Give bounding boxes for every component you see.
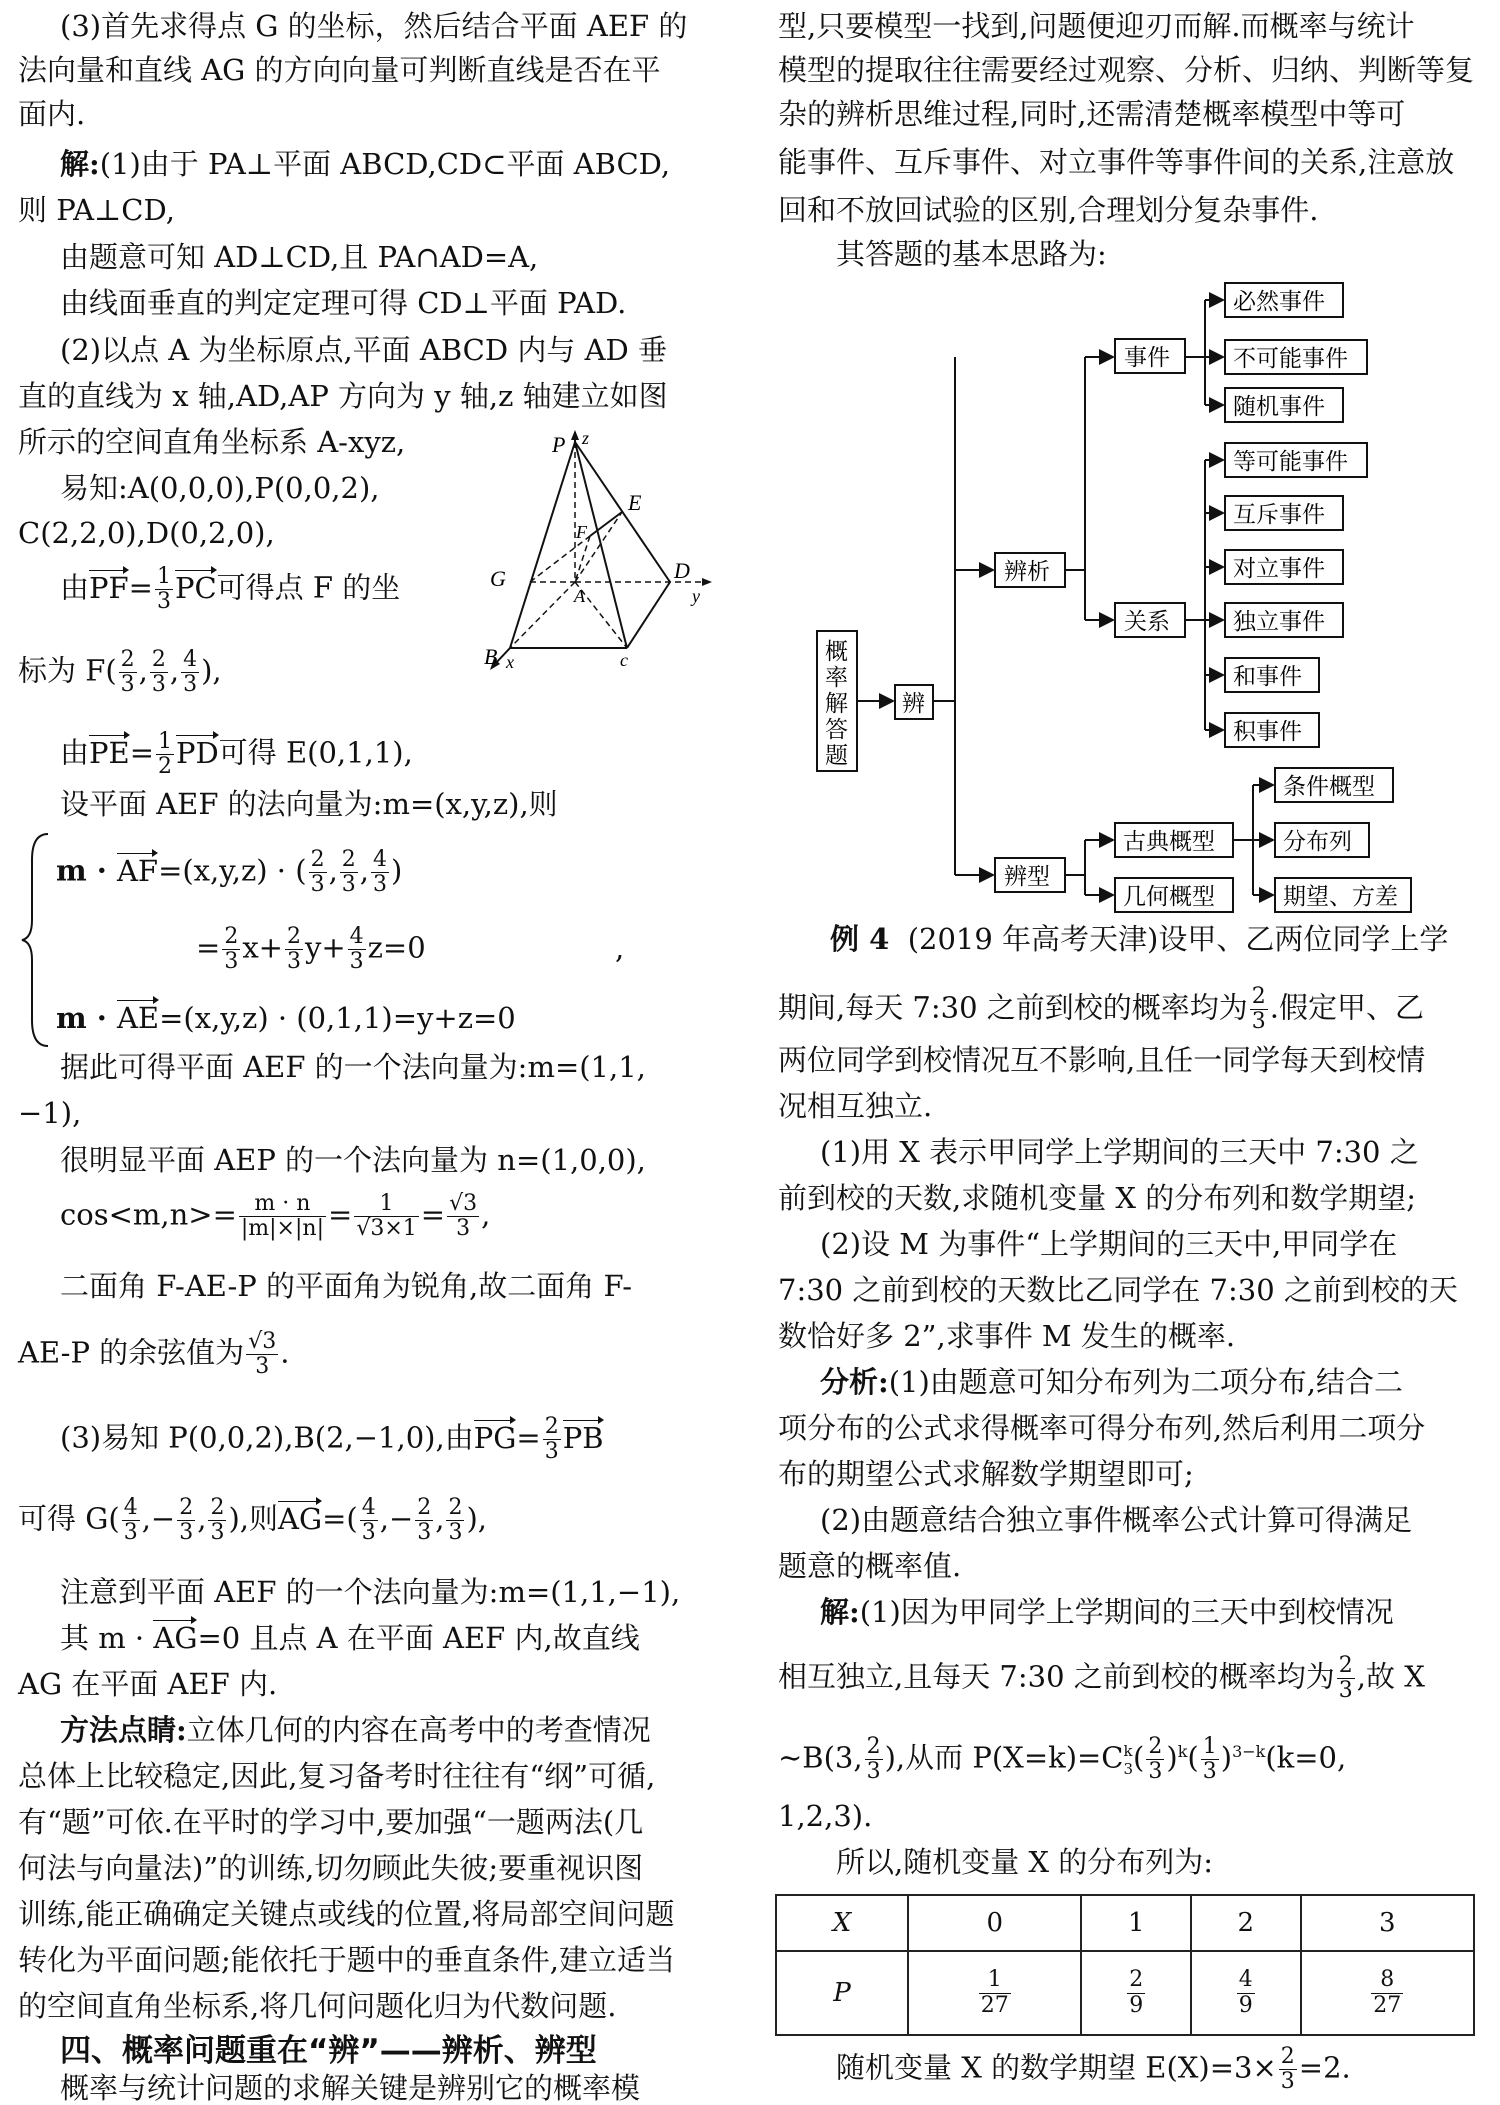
fraction [543,1415,561,1464]
text-line [830,922,1449,956]
text-line: AG 在平面 AEF 内. [18,1667,278,1701]
frac-num: 2 [179,1495,194,1520]
frac-num: √3 [449,1191,478,1216]
frac-num: 2 [448,1495,463,1520]
binomial-index [1124,1742,1134,1778]
text-line: 标为 F( $\frac{2}{3}$ , $\frac{2}{3}$ , $\frac{4}{3}$ ), [18,647,222,698]
frac-num: 4 [183,647,198,672]
root-char: 答 [825,717,848,743]
vector-pd: PD [176,735,219,770]
text-span: = [196,930,221,965]
fraction [865,1735,883,1784]
frac-num: 2 [286,924,301,949]
text-line: 训练,能正确确定关键点或线的位置,将局部空间问题 [18,1897,675,1931]
frac-den: 3 [1148,1759,1163,1785]
text-line: 法向量和直线 AG 的方向向量可判断直线是否在平 [18,53,661,87]
frac-den: 3 [183,672,198,698]
fraction [1146,1735,1164,1784]
fraction [1201,1735,1219,1784]
tip-label: 方法点睛: [60,1713,187,1747]
node-bianxi-label: 辨析 [1004,559,1050,585]
fraction [1371,1968,1403,2017]
text-line [778,985,1424,1034]
text-line: 题意的概率值. [778,1549,962,1583]
fraction [979,1968,1011,2017]
fraction [447,1192,479,1241]
text-span: z=0 [367,930,426,965]
text-line [778,1735,1346,1784]
text-span: ) [1220,1740,1233,1775]
fraction [446,1496,464,1545]
text-line: 由题意可知 AD⊥CD,且 PA∩AD=A, [60,240,539,274]
text-line [778,1654,1425,1703]
text-span: . [280,1335,290,1370]
text-span: 期间,每天 7:30 之前到校的概率均为 [778,990,1248,1025]
node-bianxing-label: 辨型 [1004,864,1050,890]
vector-pb: PB [562,1420,604,1455]
frac-num: 2 [866,1734,881,1759]
text-span: =( [322,1501,358,1536]
frac-num: 1 [354,1192,418,1217]
text-span: m · [56,1001,117,1035]
node-relation-label: 互斥事件 [1233,502,1325,528]
fraction [177,1496,195,1545]
node-relation-label: 对立事件 [1233,556,1325,582]
fraction [1250,985,1268,1034]
frac-num: 2 [1251,984,1266,1009]
text-line: 的空间直角坐标系,将几何问题化归为代数问题. [18,1989,617,2023]
fraction [340,848,358,897]
frac-den: 3 [310,872,325,898]
frac-den: 3 [456,1216,471,1242]
frac-den: 27 [980,1992,1009,2018]
text-span: .假定甲、乙 [1269,990,1424,1025]
text-span: (1)由题意可知分布列为二项分布,结合二 [888,1365,1404,1399]
text-span: =(x,y,z) · (0,1,1)=y+z=0 [159,1001,516,1035]
edge-cd [627,582,670,648]
text-line: 7:30 之前到校的天数比乙同学在 7:30 之前到校的天 [778,1273,1458,1307]
analysis-label: 分析: [820,1365,889,1399]
vector-pe: PE [89,735,130,770]
frac-num: 1 [156,564,171,589]
text-span: 相互独立,且每天 7:30 之前到校的概率均为 [778,1659,1335,1694]
text-line: (1)用 X 表示甲同学上学期间的三天中 7:30 之 [820,1135,1419,1169]
root-char: 概 [825,639,848,665]
fraction [119,648,137,697]
text-line: 1,2,3). [778,1799,873,1833]
text-span: (3)易知 P(0,0,2),B(2,−1,0),由 [60,1420,474,1455]
fraction [1337,1654,1355,1703]
text-line: 注意到平面 AEF 的一个法向量为:m=(1,1,−1), [60,1575,681,1609]
text-span: m · [56,853,117,888]
frac-num: 4 [349,924,364,949]
label-z: z [582,430,590,448]
frac-num: 2 [310,847,325,872]
text-span: x+ [242,930,283,965]
text-span: = [420,1197,446,1232]
fraction [181,648,199,697]
text-line [60,730,413,779]
frac-den: 3 [448,1520,463,1546]
text-span: ∼B(3, [778,1740,863,1775]
text-line: 由线面垂直的判定定理可得 CD⊥平面 PAD. [60,286,627,320]
frac-den: 3 [120,672,135,698]
fraction [239,1192,326,1241]
table-cell: 2 [1191,1895,1301,1951]
node-bian-label: 辨 [902,691,925,717]
label-f: F [576,522,587,542]
frac-den: √3×1 [356,1216,417,1242]
text-line [60,147,671,181]
frac-den: 27 [1373,1992,1402,2018]
text-span: = [328,1197,353,1232]
fraction [122,1496,140,1545]
vector-ag: AG [278,1501,323,1536]
frac-num: 2 [1129,1967,1144,1993]
fraction [360,1496,378,1545]
line-af [575,536,590,582]
frac-num: 2 [210,1495,225,1520]
fraction [354,1192,418,1241]
text-span: 可得点 F 的坐 [216,570,401,605]
flow-diagram-main [815,275,1450,915]
text-span: ,− [141,1501,176,1536]
table-cell: 3 [1301,1895,1474,1951]
frac-den: 3 [1251,1009,1266,1035]
fraction [208,1496,226,1545]
text-line: 转化为平面问题;能依托于题中的垂直条件,建立适当 [18,1943,675,1977]
node-event-label: 必然事件 [1233,289,1325,315]
frac-den: 3 [151,672,166,698]
frac-den: 3 [156,589,171,615]
section-heading: 四、概率问题重在“辨”——辨析、辨型 [60,2033,597,2069]
frac-num: 2 [1280,2044,1295,2069]
table-cell: 0 [908,1895,1081,1951]
text-line: (2)以点 A 为坐标原点,平面 ABCD 内与 AD 垂 [60,333,667,367]
fraction [348,925,366,974]
frac-den: 3 [255,1354,270,1380]
fraction [309,848,327,897]
frac-num: 2 [1148,1734,1163,1759]
root-char: 率 [825,665,848,691]
text-line: 前到校的天数,求随机变量 X 的分布列和数学期望; [778,1181,1417,1215]
system-line: m · AF=(x,y,z) · ( $\frac{2}{3}$ , $\frac{2}{3}$ , $\frac{4}{3}$ ) [56,847,403,898]
root-char: 题 [825,743,848,769]
text-span: 随机变量 X 的数学期望 E(X)=3× [836,2050,1277,2085]
frac-num: 2 [341,847,356,872]
vector-ag: AG [153,1621,198,1655]
frac-num: 4 [361,1495,376,1520]
fraction [222,925,240,974]
table-cell: 1 [1081,1895,1191,1951]
binom-sup: k [1123,1741,1133,1760]
text-span: , [197,1501,207,1536]
text-line: (2)由题意结合独立事件概率公式计算可得满足 [820,1503,1413,1537]
text-span: 立体几何的内容在高考中的考查情况 [186,1713,651,1747]
text-line: 直的直线为 x 轴,AD,AP 方向为 y 轴,z 轴建立如图 [18,379,668,413]
text-span: (2019 年高考天津)设甲、乙两位同学上学 [907,922,1449,956]
vector-ae: AE [116,1001,160,1035]
text-line: 面内. [18,97,86,131]
node-geometric-label: 几何概型 [1123,884,1215,910]
example-label: 例 4 [830,922,890,956]
frac-den: 9 [1129,1992,1144,2018]
text-span: 可得 E(0,1,1), [218,735,413,770]
text-line: 能事件、互斥事件、对立事件等事件间的关系,注意放 [778,145,1455,179]
text-span: ( [1187,1740,1199,1775]
text-span: ,故 X [1356,1659,1425,1694]
node-model-label: 期望、方差 [1283,884,1398,910]
table-row [776,1951,1474,2035]
z-arrow [571,430,579,440]
table-cell [1301,1951,1474,2035]
text-line: 布的期望公式求解数学期望即可; [778,1457,1194,1491]
text-line [18,1496,487,1545]
edge-pb [510,442,575,648]
frac-den: 3 [1280,2069,1295,2095]
text-line: 易知:A(0,0,0),P(0,0,2), [60,471,380,505]
pyramid-figure [470,430,730,680]
text-span: , [481,1197,491,1232]
fraction [285,925,303,974]
text-span: =2. [1298,2050,1351,2085]
text-line: −1), [18,1096,82,1130]
text-span: ) [391,853,403,888]
label-g: G [490,566,506,591]
binom-sub: 3 [1123,1759,1134,1778]
table-header: X [776,1895,908,1951]
text-span: 标为 F( [18,653,117,688]
text-span: AE-P 的余弦值为 [18,1335,245,1370]
vector-pc: PC [174,570,217,605]
text-span: 由 [60,735,90,770]
distribution-table [775,1894,1475,2036]
label-y: y [692,586,700,606]
text-line: 设平面 AEF 的法向量为:m=(x,y,z),则 [60,787,558,821]
text-span: = [129,735,155,770]
solution-label: 解: [60,147,100,181]
text-line: (3)首先求得点 G 的坐标，然后结合平面 AEF 的 [60,9,688,43]
text-line: 二面角 F-AE-P 的平面角为锐角,故二面角 F- [60,1269,633,1303]
text-span: (k=0, [1265,1740,1347,1775]
text-line: 杂的辨析思维过程,同时,还需清楚概率模型中等可 [778,97,1406,131]
node-guanxi-label: 关系 [1124,609,1170,635]
fraction [415,1496,433,1545]
frac-den: 3 [544,1439,559,1465]
text-line [60,1621,640,1655]
vector-pg: PG [473,1420,517,1455]
frac-den: 3 [123,1520,138,1546]
node-relation-label: 和事件 [1233,664,1302,690]
label-a: A [574,586,585,606]
root-char: 解 [825,691,848,717]
frac-den: 3 [286,949,301,975]
text-line [60,1713,651,1747]
frac-den: 3 [866,1759,881,1785]
system-brace [18,830,58,1050]
frac-num: 2 [224,924,239,949]
text-line: 项分布的公式求得概率可得分布列,然后利用二项分 [778,1411,1426,1445]
frac-num: 1 [1202,1734,1217,1759]
fraction [1279,2045,1297,2094]
frac-den: 3 [361,1520,376,1546]
text-line [18,1330,289,1379]
text-line: 数恰好多 2”,求事件 M 发生的概率. [778,1319,1236,1353]
text-line: 回和不放回试验的区别,合理划分复杂事件. [778,193,1319,227]
frac-den: |m|×|n| [240,1216,324,1242]
text-span: = [128,570,153,605]
node-model-label: 条件概型 [1283,774,1375,800]
text-line: 两位同学到校情况互不影响,且任一同学每天到校情 [778,1043,1426,1077]
text-line: (2)设 M 为事件“上学期间的三天中,甲同学在 [820,1227,1398,1261]
text-line: 所以,随机变量 X 的分布列为: [836,1845,1214,1879]
node-classical-label: 古典概型 [1123,829,1215,855]
frac-num: 1 [979,1968,1011,1993]
node-event-label: 随机事件 [1233,394,1325,420]
text-span: 由 [60,570,90,605]
frac-den: 3 [373,872,387,898]
node-relation-label: 等可能事件 [1233,449,1348,475]
table-row [776,1895,1474,1951]
frac-num: 2 [151,647,166,672]
text-span: ),则 [228,1501,278,1536]
frac-den: 3 [1338,1678,1353,1704]
table-cell [908,1951,1081,2035]
fraction [371,848,389,897]
frac-den: 9 [1238,1992,1253,2018]
text-span: , [615,931,625,965]
text-line: 据此可得平面 AEF 的一个法向量为:m=(1,1, [60,1050,646,1084]
text-line: 何法与向量法)”的训练,切勿顾此失彼;要重视识图 [18,1851,644,1885]
text-span: 可得 G( [18,1501,120,1536]
text-span: ),从而 P(X=k)=C [884,1740,1124,1775]
text-line: 型,只要模型一找到,问题便迎刃而解.而概率与统计 [778,9,1415,43]
text-span: ), [201,653,222,688]
system-line [56,1001,516,1035]
frac-num: 2 [120,647,135,672]
text-line: 很明显平面 AEP 的一个法向量为 n=(1,0,0), [60,1143,646,1177]
frac-den: 3 [1202,1759,1217,1785]
y-arrow [702,578,712,586]
frac-den: 3 [210,1520,225,1546]
exponent: k [1177,1742,1188,1762]
text-line [60,1415,604,1464]
fraction [155,565,173,614]
text-span: y+ [304,930,346,965]
frac-num: m · n [239,1192,326,1217]
table-header: P [776,1951,908,2035]
text-span: (1)由于 PA⊥平面 ABCD,CD⊂平面 ABCD, [99,147,671,181]
text-line: C(2,2,0),D(0,2,0), [18,516,275,550]
text-line [820,1365,1404,1399]
text-line: 总体上比较稳定,因此,复习备考时往往有“纲”可循, [18,1759,656,1793]
text-span: ) [1166,1740,1178,1775]
frac-den: 3 [224,949,239,975]
fraction [150,648,168,697]
text-line [820,1595,1394,1629]
frac-den: 2 [158,754,173,780]
text-line [60,565,400,614]
text-line: 则 PA⊥CD, [18,193,175,227]
fraction [1237,1968,1255,2017]
node-relation-label: 独立事件 [1233,609,1325,635]
label-b: B [484,644,498,669]
text-span: = [516,1420,541,1455]
system-line [196,925,426,974]
solution-label: 解: [820,1595,860,1629]
table-cell [1191,1951,1301,2035]
frac-den: 3 [179,1520,194,1546]
label-x: x [506,652,514,672]
frac-num: 2 [417,1495,432,1520]
text-span: =0 且点 A 在平面 AEF 内,故直线 [197,1621,640,1655]
text-line: 概率与统计问题的求解关键是辨别它的概率模 [60,2071,641,2105]
frac-den: 3 [349,949,364,975]
frac-num: 4 [123,1495,138,1520]
fraction [156,730,174,779]
table-cell [1081,1951,1191,2035]
node-event-label: 不可能事件 [1233,346,1348,372]
frac-num: 2 [1338,1653,1353,1678]
exponent: 3−k [1232,1742,1266,1762]
text-span: , [435,1501,445,1536]
text-line: 模型的提取往往需要经过观察、分析、归纳、判断等复 [778,53,1475,87]
text-span: 其 m · [60,1621,154,1655]
text-line: 其答题的基本思路为: [836,237,1107,271]
frac-num: 4 [373,847,387,872]
frac-den: 3 [417,1520,432,1546]
node-model-label: 分布列 [1283,829,1352,855]
frac-num: 4 [1238,1967,1253,1993]
text-span: ), [466,1501,488,1536]
frac-den: 3 [341,872,356,898]
node-shijian-label: 事件 [1124,345,1170,371]
label-c: c [620,650,628,670]
frac-num: 1 [158,729,173,754]
fraction [1127,1968,1145,2017]
frac-num: 8 [1371,1968,1403,1993]
fraction [246,1330,278,1379]
frac-num: √3 [248,1329,277,1354]
text-line [60,1192,490,1241]
vector-pf: PF [89,570,129,605]
text-line: 所示的空间直角坐标系 A-xyz, [18,425,406,459]
text-line: 况相互独立. [778,1089,933,1123]
text-span: =(x,y,z) · ( [158,853,307,888]
edge-pc [575,442,627,648]
frac-num: 2 [544,1414,559,1439]
label-e: E [628,490,642,515]
node-relation-label: 积事件 [1233,719,1302,745]
label-d: D [674,558,690,583]
text-span: ( [1133,1740,1145,1775]
text-span: cos<m,n>= [60,1197,237,1232]
label-p: P [552,432,566,457]
text-span: (1)因为甲同学上学期间的三天中到校情况 [859,1595,1394,1629]
vector-af: AF [116,853,159,888]
text-line [836,2045,1351,2094]
text-line: 有“题”可依.在平时的学习中,要加强“一题两法(几 [18,1805,644,1839]
text-span: ,− [379,1501,414,1536]
